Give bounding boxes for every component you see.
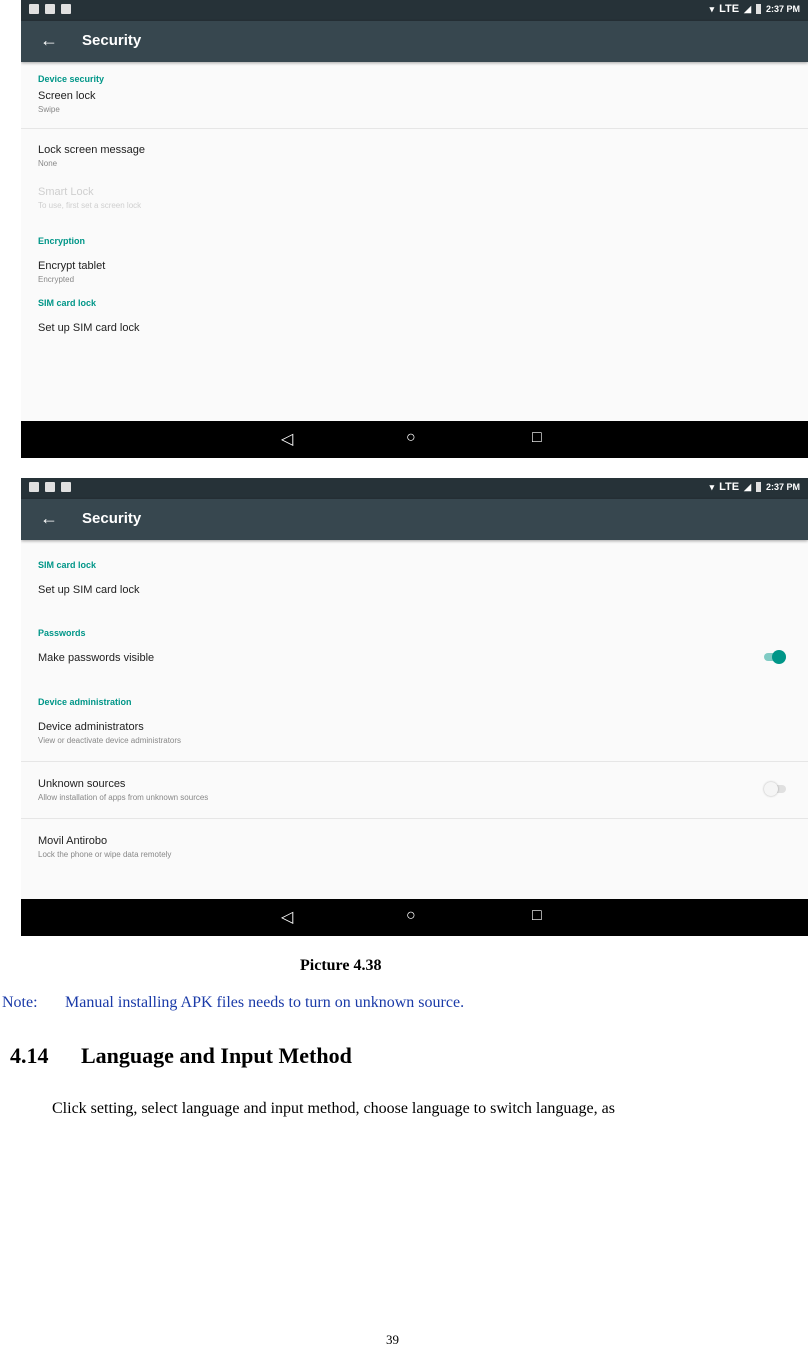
square-recents-icon[interactable]: □ <box>532 907 542 924</box>
battery-icon <box>756 4 761 14</box>
toolbar <box>21 499 808 540</box>
notification-icon <box>45 4 55 14</box>
pref-encrypt-tablet[interactable] <box>21 258 808 298</box>
notification-icon <box>61 482 71 492</box>
square-recents-icon[interactable]: □ <box>532 429 542 446</box>
triangle-back-icon[interactable]: ◁ <box>281 909 294 926</box>
section-heading <box>10 1043 352 1069</box>
pref-summary: To use, first set a screen lock <box>38 201 142 210</box>
pref-sim-card-lock[interactable] <box>21 582 808 628</box>
signal-icon: ◢ <box>744 481 751 492</box>
note <box>2 994 464 1012</box>
pref-sim-card-lock[interactable] <box>21 320 808 350</box>
screenshot-security-2 <box>21 478 808 936</box>
pref-title: Make passwords visible <box>38 652 155 664</box>
triangle-back-icon[interactable]: ◁ <box>281 431 294 448</box>
signal-icon: ◢ <box>744 3 751 14</box>
pref-summary: Encrypted <box>38 275 75 284</box>
figure-caption: Picture 4.38 <box>300 957 382 974</box>
page-title: Security <box>82 510 142 527</box>
pref-make-passwords-visible[interactable] <box>21 650 808 697</box>
pref-summary: None <box>38 159 58 168</box>
unknown-sources-toggle[interactable] <box>764 782 786 796</box>
body-paragraph: Click setting, select language and input method, choose language to switch language, as <box>52 1100 615 1117</box>
status-time: 2:37 PM <box>765 482 800 492</box>
note-text: Manual installing APK files needs to turn on unknown source. <box>65 994 465 1011</box>
navigation-bar <box>21 421 808 458</box>
circle-home-icon[interactable]: ○ <box>406 907 416 924</box>
pref-movil-antirobo[interactable] <box>21 833 808 873</box>
notification-icon <box>45 482 55 492</box>
pref-title: Encrypt tablet <box>38 260 106 272</box>
notification-icon <box>29 4 39 14</box>
notification-icon <box>61 4 71 14</box>
pref-title: Unknown sources <box>38 778 126 790</box>
category-device-administration: Device administration <box>38 697 132 707</box>
page-number: 39 <box>386 1332 399 1347</box>
category-passwords: Passwords <box>38 628 86 638</box>
passwords-visible-toggle[interactable] <box>764 650 786 664</box>
pref-title: Smart Lock <box>38 186 94 198</box>
pref-title: Lock screen message <box>38 144 145 156</box>
pref-device-administrators[interactable] <box>21 719 808 762</box>
battery-icon <box>756 482 761 492</box>
section-title: Language and Input Method <box>81 1043 352 1068</box>
pref-title: Device administrators <box>38 721 144 733</box>
arrow-back-icon[interactable]: ← <box>40 30 58 50</box>
note-label: Note: <box>2 994 38 1011</box>
pref-title: Set up SIM card lock <box>38 584 140 596</box>
toolbar <box>21 21 808 62</box>
category-sim-card-lock: SIM card lock <box>38 560 97 570</box>
network-indicator: LTE <box>719 3 740 15</box>
pref-lock-screen-message[interactable] <box>21 142 808 184</box>
pref-summary: Allow installation of apps from unknown sources <box>38 793 209 802</box>
navigation-bar <box>21 899 808 936</box>
notification-icon <box>29 482 39 492</box>
pref-title: Movil Antirobo <box>38 835 108 847</box>
pref-screen-lock[interactable] <box>21 88 808 129</box>
network-indicator: LTE <box>719 481 740 493</box>
status-time: 2:37 PM <box>765 4 800 14</box>
page-title: Security <box>82 32 142 49</box>
pref-summary: View or deactivate device administrators <box>38 736 182 745</box>
circle-home-icon[interactable]: ○ <box>406 429 416 446</box>
pref-title: Screen lock <box>38 90 96 102</box>
status-bar <box>21 478 808 499</box>
pref-unknown-sources[interactable] <box>21 776 808 819</box>
pref-summary: Lock the phone or wipe data remotely <box>38 850 172 859</box>
category-sim-card-lock: SIM card lock <box>38 298 97 308</box>
pref-summary: Swipe <box>38 105 60 114</box>
pref-smart-lock <box>21 184 808 236</box>
category-encryption: Encryption <box>38 236 86 246</box>
pref-title: Set up SIM card lock <box>38 322 140 334</box>
wifi-icon: ▾ <box>709 481 715 492</box>
arrow-back-icon[interactable]: ← <box>40 508 58 528</box>
screenshot-security-1 <box>21 0 808 458</box>
status-bar <box>21 0 808 21</box>
wifi-icon: ▾ <box>709 3 715 14</box>
section-number: 4.14 <box>10 1043 49 1068</box>
category-device-security: Device security <box>38 74 105 84</box>
